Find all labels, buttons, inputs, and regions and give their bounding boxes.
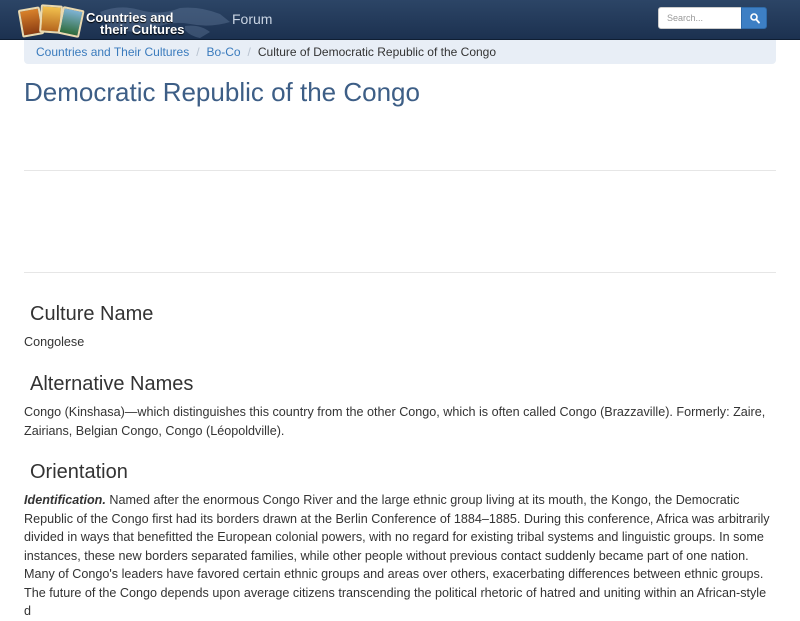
nav-forum-link[interactable]: Forum (232, 11, 273, 27)
logo-text-line2: their Cultures (100, 22, 185, 37)
top-navbar (0, 0, 800, 40)
search-input[interactable] (658, 7, 742, 29)
orientation-paragraph (24, 491, 776, 621)
culture-name-heading: Culture Name (30, 303, 154, 325)
page-title: Democratic Republic of the Congo (24, 77, 420, 107)
search-button[interactable] (741, 7, 767, 29)
breadcrumb-bo-co-link[interactable]: Bo-Co (206, 45, 241, 59)
alternative-names-text: Congo (Kinshasa)—which distinguishes this country from the other Congo, which is often called Congo (Brazzaville). Formerly: Zaire, Zairians, Belgian Congo, Congo (Léopoldville). (24, 405, 766, 438)
orientation-text: Named after the enormous Congo River and the large ethnic group living at its mouth, the Kongo, the Democratic Republic of the Congo first had its borders drawn at the Berlin Conference of 1884–1885. During this conference, Africa was arbitrarily divided in ways that benefitted the European colonial powers, with no regard for existing tribal systems and linguistic groups. In some instances, these new borders separated families, while other people without previous contact suddenly became part of one nation. Many of Congo's leaders have favored certain ethnic groups and areas over others, exacerbating differences between ethnic groups. The future of the Congo depends upon average citizens transcending the political rhetoric of hatred and uniting within an African-style d (24, 493, 770, 618)
logo-text-line1: Countries and (86, 10, 174, 25)
site-logo[interactable] (20, 2, 220, 38)
breadcrumb (24, 40, 776, 64)
breadcrumb-countries-link[interactable]: Countries and Their Cultures (36, 45, 190, 59)
identification-label: Identification. (24, 493, 106, 507)
breadcrumb-separator: / (196, 45, 200, 59)
alternative-names-heading: Alternative Names (30, 373, 194, 395)
culture-name-text: Congolese (24, 335, 85, 349)
search-icon (750, 13, 760, 24)
breadcrumb-current: Culture of Democratic Republic of the Congo (257, 45, 497, 59)
divider-top (24, 170, 776, 171)
breadcrumb-separator: / (247, 45, 251, 59)
orientation-heading: Orientation (30, 461, 128, 483)
logo-photo-3 (57, 6, 84, 38)
divider-bottom (24, 272, 776, 273)
